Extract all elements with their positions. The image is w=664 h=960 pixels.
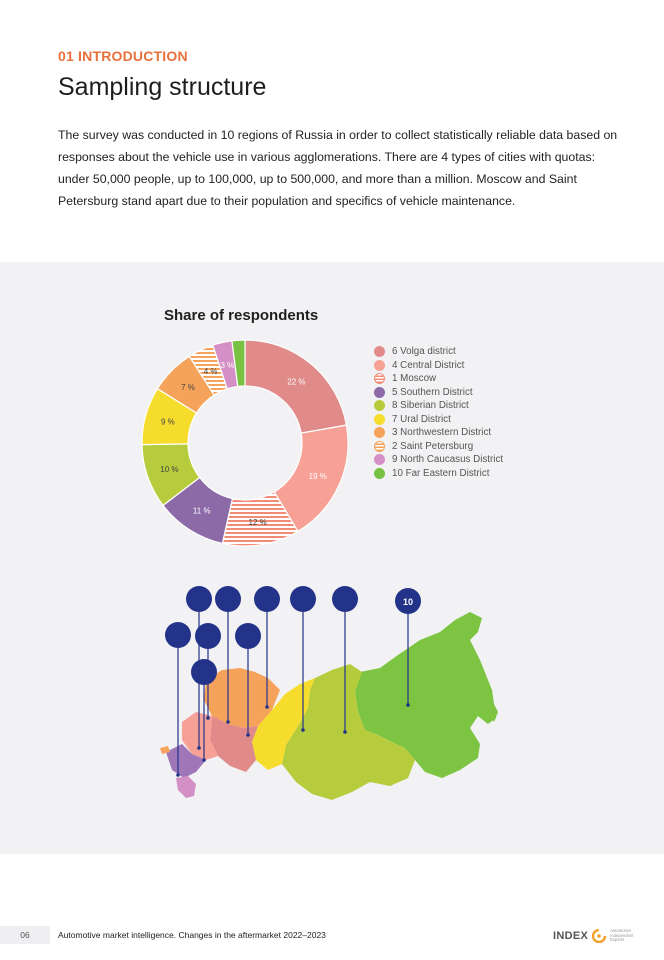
legend-item: [374, 345, 503, 359]
donut-data-label: 22 %: [287, 377, 306, 387]
legend-label: 4 Central District: [392, 359, 465, 371]
legend-swatch: [374, 414, 385, 425]
brand-logo: [553, 927, 644, 945]
map-pin-dot: [197, 746, 201, 750]
legend-label: 3 Northwestern District: [392, 427, 492, 439]
map-pin-dot: [301, 728, 305, 732]
donut-data-label: 3 %: [220, 360, 235, 370]
donut-data-label: 4 %: [203, 366, 218, 376]
legend-label: 2 Saint Petersburg: [392, 440, 474, 452]
map-pin: [191, 659, 217, 685]
page-number: 06: [0, 926, 50, 944]
legend-item: [374, 399, 503, 413]
legend-swatch: [374, 468, 385, 479]
legend-swatch: [374, 373, 385, 384]
legend-item: [374, 453, 503, 467]
legend-swatch: [374, 346, 385, 357]
chart-legend: [374, 345, 503, 480]
legend-swatch: [374, 387, 385, 398]
intro-paragraph: The survey was conducted in 10 regions of Russia in order to collect statistically reliable data based on responses about the vehicle use in various agglomerations. There are 4 types of cities with quotas: under 50,000 people, up to 100,000, up to 500,000, and more than a million. Moscow and Saint Petersburg stand apart due to their population and specifics of vehicle maintenance.: [58, 128, 618, 208]
map-pin-dot: [226, 720, 230, 724]
legend-swatch: [374, 400, 385, 411]
map-pin: [290, 586, 316, 612]
russia-map: [0, 570, 664, 830]
map-pin-dot: [176, 773, 180, 777]
map-pin: [195, 623, 221, 649]
legend-item: [374, 413, 503, 427]
map-pin: [332, 586, 358, 612]
legend-label: 10 Far Eastern District: [392, 467, 490, 479]
legend-item: [374, 467, 503, 481]
legend-item: [374, 386, 503, 400]
map-pin-dot: [206, 716, 210, 720]
brand-mark-icon: [592, 929, 606, 943]
page-footer: [0, 920, 664, 950]
legend-label: 8 Siberian District: [392, 400, 469, 412]
legend-label: 6 Volga district: [392, 346, 456, 358]
chart-title: Share of respondents: [164, 307, 319, 324]
donut-data-label: 9 %: [160, 417, 175, 427]
legend-item: [374, 359, 503, 373]
map-pin: [215, 586, 241, 612]
map-region-north-caucasus: [176, 776, 196, 798]
legend-swatch: [374, 360, 385, 371]
map-pin: [235, 623, 261, 649]
legend-swatch: [374, 441, 385, 452]
map-pin-label: 10: [402, 597, 414, 607]
map-pin: [254, 586, 280, 612]
map-pin-dot: [202, 758, 206, 762]
map-pin-dot: [265, 705, 269, 709]
donut-data-label: 10 %: [160, 465, 179, 475]
legend-item: [374, 372, 503, 386]
legend-swatch: [374, 427, 385, 438]
legend-label: 1 Moscow: [392, 373, 437, 385]
donut-data-label: 19 %: [308, 472, 327, 482]
legend-item: [374, 440, 503, 454]
map-pin-dot: [246, 733, 250, 737]
section-label: 01 INTRODUCTION: [58, 48, 188, 64]
brand-tagline: Automotive Independent Experts: [610, 928, 634, 943]
footer-text: Automotive market intelligence. Changes in the aftermarket 2022–2023: [58, 930, 326, 940]
page-title: Sampling structure: [58, 73, 267, 101]
brand-name: INDEX: [553, 930, 589, 942]
legend-swatch: [374, 454, 385, 465]
donut-data-label: 7 %: [181, 382, 195, 392]
map-pin-dot: [406, 703, 410, 707]
legend-label: 7 Ural District: [392, 413, 451, 425]
map-pin-dot: [343, 730, 347, 734]
legend-label: 5 Southern District: [392, 386, 473, 398]
map-pin: [165, 622, 191, 648]
map-pin: [186, 586, 212, 612]
donut-data-label: 11 %: [192, 506, 211, 516]
legend-label: 9 North Caucasus District: [392, 454, 504, 466]
donut-data-label: 12 %: [248, 517, 267, 527]
legend-item: [374, 426, 503, 440]
donut-chart: [138, 336, 352, 550]
